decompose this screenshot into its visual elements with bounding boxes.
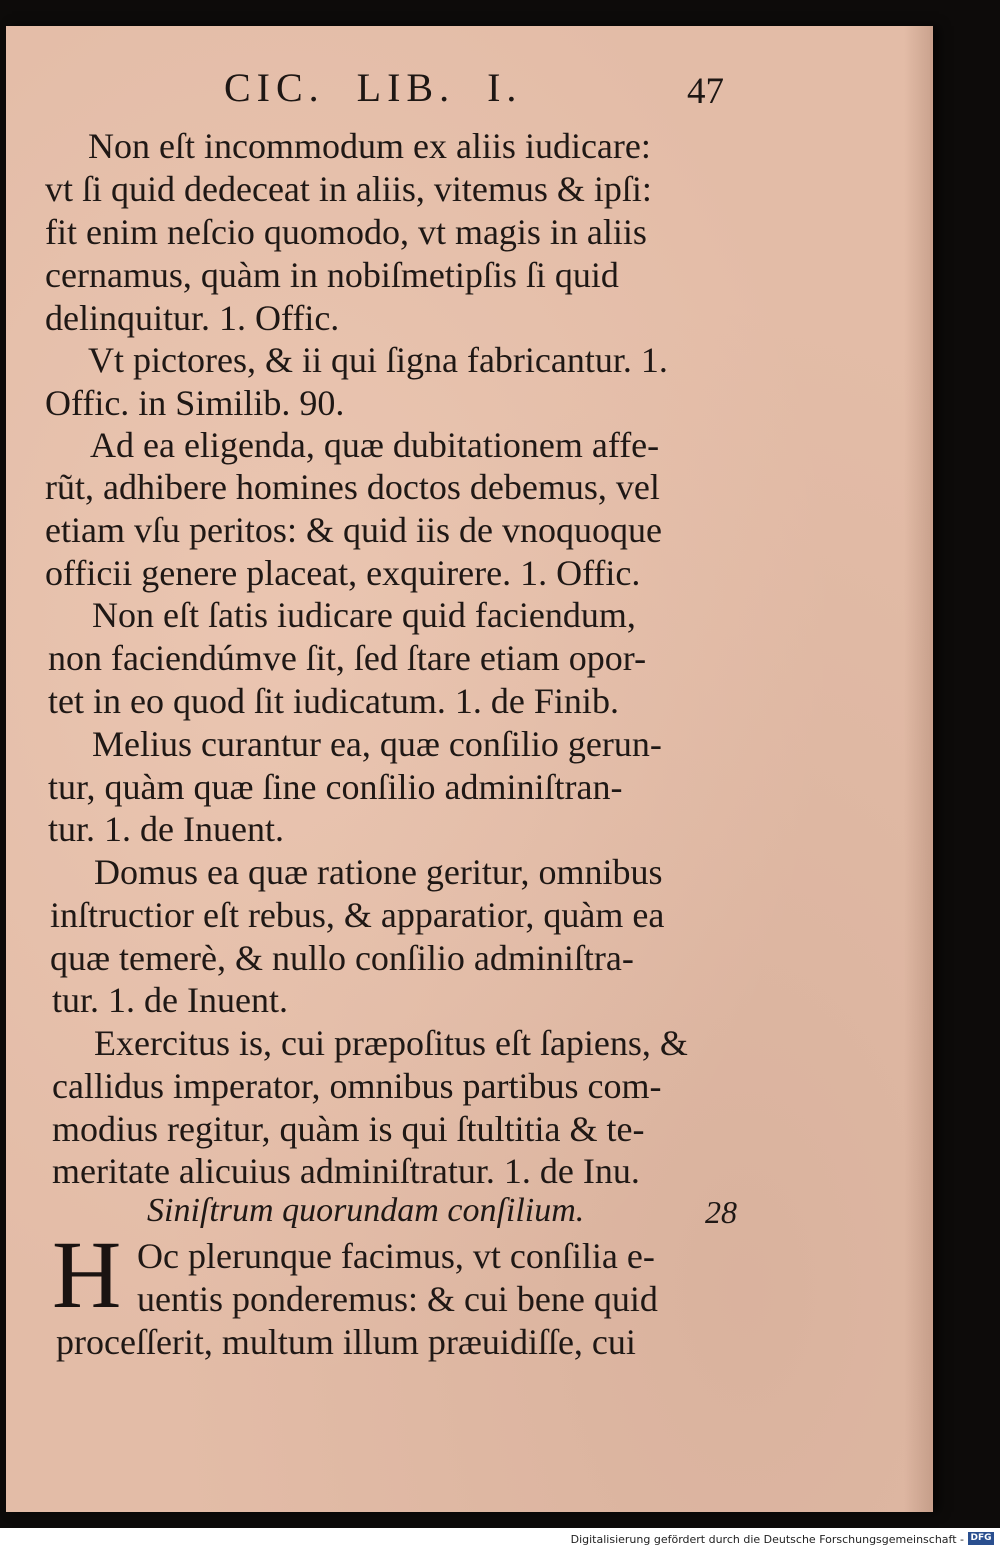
text-line: Oc plerunque facimus, vt conſilia e- xyxy=(137,1236,655,1276)
text-line: meritate alicuius adminiſtratur. 1. de Inu. xyxy=(52,1151,640,1191)
text-line: rũt, adhibere homines doctos debemus, vel xyxy=(45,467,660,507)
text-line: tur. 1. de Inuent. xyxy=(52,980,288,1020)
text-line: non faciendúmve ſit, ſed ſtare etiam opor- xyxy=(48,638,647,678)
text-line: delinquitur. 1. Offic. xyxy=(45,298,340,338)
dfg-logo: DFG xyxy=(968,1532,994,1545)
text-line: Non eſt incommodum ex aliis iudicare: xyxy=(88,126,651,166)
text-line: tur. 1. de Inuent. xyxy=(48,809,284,849)
text-line: tet in eo quod ſit iudicatum. 1. de Finib. xyxy=(48,681,619,721)
text-line: vt ſi quid dedeceat in aliis, vitemus & ipſi: xyxy=(45,169,652,209)
text-line: callidus imperator, omnibus partibus com- xyxy=(52,1066,662,1106)
text-line: etiam vſu peritos: & quid iis de vnoquoque xyxy=(45,510,662,550)
section-number: 28 xyxy=(705,1194,737,1230)
running-head: CIC. LIB. I. xyxy=(224,65,523,110)
text-line: Domus ea quæ ratione geritur, omnibus xyxy=(94,852,663,892)
text-line: Melius curantur ea, quæ conſilio gerun- xyxy=(92,724,662,764)
section-heading: Siniſtrum quorundam conſilium. xyxy=(147,1192,585,1229)
text-line: fit enim neſcio quomodo, vt magis in aliis xyxy=(45,212,647,252)
text-line: Non eſt ſatis iudicare quid faciendum, xyxy=(92,595,636,635)
text-line: modius regitur, quàm is qui ſtultitia & te- xyxy=(52,1109,645,1149)
text-line: proceſſerit, multum illum præuidiſſe, cui xyxy=(56,1322,636,1362)
text-line: officii genere placeat, exquirere. 1. Offic. xyxy=(45,553,641,593)
text-line: inſtructior eſt rebus, & apparatior, quàm ea xyxy=(50,895,665,935)
text-line: Exercitus is, cui præpoſitus eſt ſapiens, & xyxy=(94,1023,688,1063)
text-line: Ad ea eligenda, quæ dubitationem affe- xyxy=(90,425,660,465)
page-edge-shadow xyxy=(904,26,930,1512)
text-line: quæ temerè, & nullo conſilio adminiſtra- xyxy=(50,938,634,978)
drop-cap: H xyxy=(52,1221,122,1328)
funding-credit: Digitalisierung gefördert durch die Deutsche Forschungsgemeinschaft - xyxy=(570,1533,964,1546)
text-line: Vt pictores, & ii qui ſigna fabricantur. 1. xyxy=(88,340,668,380)
text-line: tur, quàm quæ ſine conſilio adminiſtran- xyxy=(48,767,623,807)
text-line: cernamus, quàm in nobiſmetipſis ſi quid xyxy=(45,255,619,295)
text-line: uentis ponderemus: & cui bene quid xyxy=(137,1279,658,1319)
text-line: Offic. in Similib. 90. xyxy=(45,383,345,423)
page-number: 47 xyxy=(687,71,724,112)
